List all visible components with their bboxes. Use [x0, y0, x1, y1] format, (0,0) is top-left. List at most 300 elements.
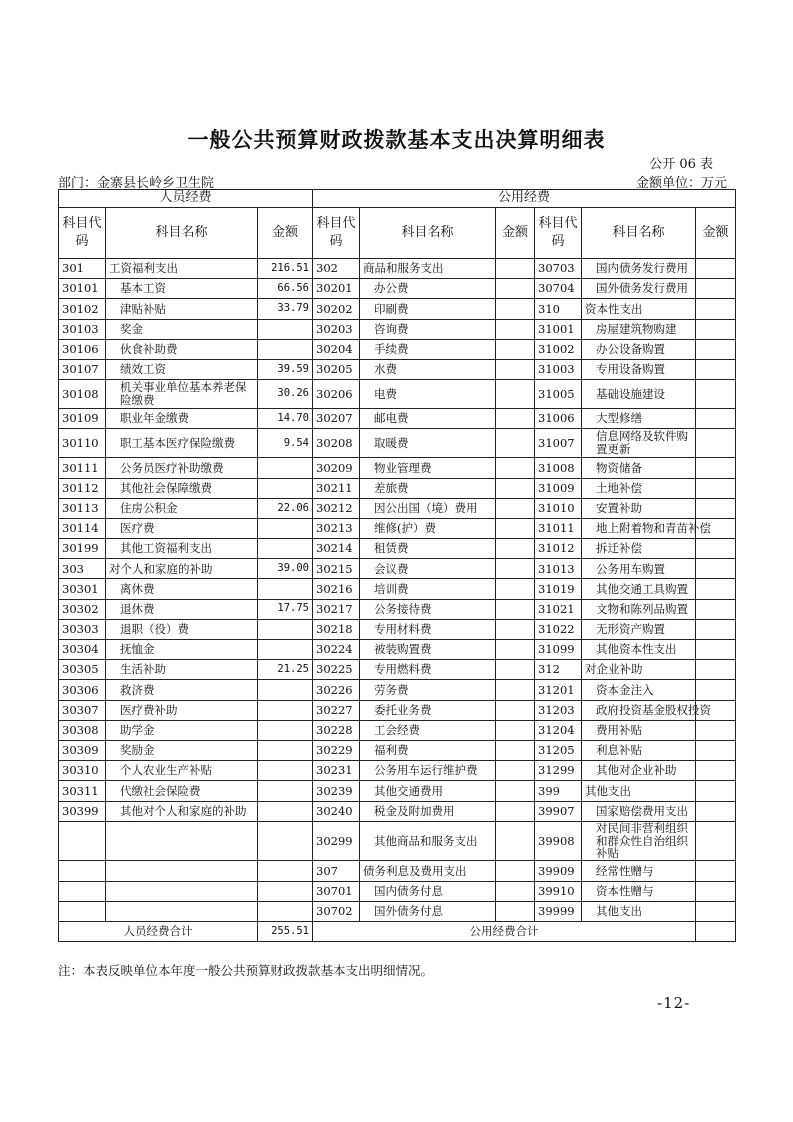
code-public: 30207	[313, 409, 360, 429]
name-personnel	[106, 861, 258, 881]
amount-personnel	[258, 458, 313, 478]
name-public-2: 资本性赠与	[582, 881, 696, 901]
amount-public-2	[696, 409, 736, 429]
code-personnel	[59, 901, 106, 921]
code-public-2: 30703	[535, 259, 582, 279]
amount-public	[496, 319, 535, 339]
code-public: 30203	[313, 319, 360, 339]
table-row	[59, 740, 736, 760]
amount-public-2	[696, 901, 736, 921]
amount-personnel	[258, 680, 313, 700]
name-personnel: 助学金	[106, 720, 258, 740]
name-public: 其他交通费用	[360, 781, 496, 801]
name-public-2: 其他对企业补助	[582, 761, 696, 781]
name-personnel: 离休费	[106, 579, 258, 599]
amount-personnel	[258, 518, 313, 538]
name-personnel	[106, 901, 258, 921]
name-personnel: 机关事业单位基本养老保险缴费	[106, 380, 258, 409]
amount-personnel: 39.59	[258, 359, 313, 379]
code-public-2: 31008	[535, 458, 582, 478]
page-title: 一般公共预算财政拨款基本支出决算明细表	[187, 127, 606, 152]
code-personnel: 30302	[59, 599, 106, 619]
code-personnel	[59, 821, 106, 861]
code-public: 30205	[313, 359, 360, 379]
code-public-2: 31009	[535, 478, 582, 498]
department-label: 部门：金寨县长岭乡卫生院	[58, 176, 215, 191]
code-public: 30217	[313, 599, 360, 619]
name-personnel: 奖励金	[106, 740, 258, 760]
amount-public-2	[696, 599, 736, 619]
amount-personnel	[258, 720, 313, 740]
amount-public	[496, 429, 535, 458]
amount-public-2	[696, 761, 736, 781]
name-public-2: 物资储备	[582, 458, 696, 478]
form-number: 公开 06 表	[649, 157, 713, 172]
code-public-2: 31022	[535, 619, 582, 639]
name-public: 维修(护）费	[360, 518, 496, 538]
code-public: 30209	[313, 458, 360, 478]
code-personnel: 30110	[59, 429, 106, 458]
code-public: 30240	[313, 801, 360, 821]
code-public: 30299	[313, 821, 360, 861]
amount-public	[496, 259, 535, 279]
amount-public	[496, 801, 535, 821]
name-public: 办公费	[360, 279, 496, 299]
code-personnel: 30108	[59, 380, 106, 409]
name-public: 租赁费	[360, 539, 496, 559]
code-personnel: 30102	[59, 299, 106, 319]
amount-personnel	[258, 640, 313, 660]
col-amount-header: 金额	[258, 208, 313, 259]
name-public-2: 文物和陈列品购置	[582, 599, 696, 619]
name-public-2: 政府投资基金股权投资	[582, 700, 696, 720]
name-public-2: 经常性赠与	[582, 861, 696, 881]
amount-public	[496, 559, 535, 579]
table-row	[59, 861, 736, 881]
name-personnel: 基本工资	[106, 279, 258, 299]
code-public-2: 39908	[535, 821, 582, 861]
table-body	[59, 259, 736, 922]
code-personnel: 30111	[59, 458, 106, 478]
code-public: 30229	[313, 740, 360, 760]
name-personnel: 退休费	[106, 599, 258, 619]
table-row	[59, 478, 736, 498]
code-public-2: 31012	[535, 539, 582, 559]
personnel-total-label: 人员经费合计	[59, 921, 258, 941]
code-personnel: 30303	[59, 619, 106, 639]
amount-public-2	[696, 720, 736, 740]
table-row	[59, 409, 736, 429]
name-personnel: 对个人和家庭的补助	[106, 559, 258, 579]
name-public: 印刷费	[360, 299, 496, 319]
name-public: 国外债务付息	[360, 901, 496, 921]
amount-public-2	[696, 680, 736, 700]
amount-public	[496, 539, 535, 559]
amount-personnel	[258, 801, 313, 821]
code-public-2: 31019	[535, 579, 582, 599]
name-public-2: 土地补偿	[582, 478, 696, 498]
amount-personnel: 22.06	[258, 498, 313, 518]
amount-public	[496, 619, 535, 639]
col-amount-header: 金额	[696, 208, 736, 259]
name-personnel: 代缴社会保险费	[106, 781, 258, 801]
code-public: 30227	[313, 700, 360, 720]
table-row	[59, 700, 736, 720]
amount-personnel	[258, 821, 313, 861]
name-public: 邮电费	[360, 409, 496, 429]
amount-personnel	[258, 539, 313, 559]
name-personnel: 住房公积金	[106, 498, 258, 518]
code-personnel: 30113	[59, 498, 106, 518]
code-public: 30211	[313, 478, 360, 498]
code-public: 30212	[313, 498, 360, 518]
table-row	[59, 660, 736, 680]
group-personnel-header: 人员经费	[59, 190, 313, 208]
amount-public-2	[696, 640, 736, 660]
code-public: 30215	[313, 559, 360, 579]
amount-personnel	[258, 619, 313, 639]
amount-public-2	[696, 740, 736, 760]
code-personnel: 30309	[59, 740, 106, 760]
name-public-2: 专用设备购置	[582, 359, 696, 379]
code-public: 30214	[313, 539, 360, 559]
name-public: 被装购置费	[360, 640, 496, 660]
amount-public	[496, 700, 535, 720]
code-public-2: 39999	[535, 901, 582, 921]
code-personnel: 30112	[59, 478, 106, 498]
amount-public-2	[696, 861, 736, 881]
amount-personnel	[258, 339, 313, 359]
name-personnel: 其他工资福利支出	[106, 539, 258, 559]
name-public: 咨询费	[360, 319, 496, 339]
name-public: 培训费	[360, 579, 496, 599]
amount-public-2	[696, 619, 736, 639]
amount-personnel: 17.75	[258, 599, 313, 619]
name-personnel: 绩效工资	[106, 359, 258, 379]
code-public-2: 399	[535, 781, 582, 801]
name-public: 专用材料费	[360, 619, 496, 639]
personnel-total-value: 255.51	[258, 921, 313, 941]
name-public-2: 费用补贴	[582, 720, 696, 740]
code-public-2: 39907	[535, 801, 582, 821]
amount-public	[496, 279, 535, 299]
col-code-header: 科目代码	[313, 208, 360, 259]
name-personnel: 津贴补贴	[106, 299, 258, 319]
table-row	[59, 821, 736, 861]
amount-public	[496, 861, 535, 881]
code-public: 30202	[313, 299, 360, 319]
code-personnel: 30301	[59, 579, 106, 599]
amount-personnel	[258, 700, 313, 720]
code-public: 30231	[313, 761, 360, 781]
name-public: 国内债务付息	[360, 881, 496, 901]
amount-personnel: 216.51	[258, 259, 313, 279]
name-public: 取暖费	[360, 429, 496, 458]
table-row	[59, 599, 736, 619]
table-row	[59, 720, 736, 740]
amount-personnel	[258, 579, 313, 599]
name-public-2: 国家赔偿费用支出	[582, 801, 696, 821]
name-personnel: 生活补助	[106, 660, 258, 680]
name-public: 劳务费	[360, 680, 496, 700]
code-public: 30216	[313, 579, 360, 599]
code-public: 302	[313, 259, 360, 279]
amount-public	[496, 299, 535, 319]
amount-public	[496, 740, 535, 760]
col-code-header: 科目代码	[535, 208, 582, 259]
name-public-2: 资本金注入	[582, 680, 696, 700]
amount-public	[496, 881, 535, 901]
name-public-2: 国内债务发行费用	[582, 259, 696, 279]
code-personnel: 30399	[59, 801, 106, 821]
table-row	[59, 801, 736, 821]
name-public: 福利费	[360, 740, 496, 760]
name-public-2: 房屋建筑物购建	[582, 319, 696, 339]
code-public-2: 31007	[535, 429, 582, 458]
amount-public-2	[696, 359, 736, 379]
code-public-2: 31299	[535, 761, 582, 781]
code-personnel: 30307	[59, 700, 106, 720]
code-personnel: 30101	[59, 279, 106, 299]
code-personnel: 30311	[59, 781, 106, 801]
name-public: 公务用车运行维护费	[360, 761, 496, 781]
name-public-2: 办公设备购置	[582, 339, 696, 359]
code-personnel	[59, 881, 106, 901]
amount-personnel	[258, 740, 313, 760]
amount-personnel	[258, 781, 313, 801]
code-public: 30206	[313, 380, 360, 409]
name-public: 税金及附加费用	[360, 801, 496, 821]
code-public-2: 31204	[535, 720, 582, 740]
code-personnel: 30109	[59, 409, 106, 429]
footnote: 注：本表反映单位本年度一般公共预算财政拨款基本支出明细情况。	[58, 963, 434, 978]
code-public-2: 30704	[535, 279, 582, 299]
col-name-header: 科目名称	[582, 208, 696, 259]
amount-public	[496, 478, 535, 498]
name-personnel	[106, 821, 258, 861]
amount-public-2	[696, 801, 736, 821]
code-public: 30201	[313, 279, 360, 299]
col-name-header: 科目名称	[360, 208, 496, 259]
name-public-2: 安置补助	[582, 498, 696, 518]
code-personnel: 30103	[59, 319, 106, 339]
amount-public-2	[696, 781, 736, 801]
name-personnel: 职业年金缴费	[106, 409, 258, 429]
amount-public	[496, 821, 535, 861]
amount-public-2	[696, 380, 736, 409]
code-public: 30701	[313, 881, 360, 901]
table-row	[59, 539, 736, 559]
amount-personnel: 66.56	[258, 279, 313, 299]
code-public: 30218	[313, 619, 360, 639]
table-row	[59, 359, 736, 379]
amount-public-2	[696, 539, 736, 559]
code-public-2: 31205	[535, 740, 582, 760]
name-public-2: 其他交通工具购置	[582, 579, 696, 599]
table-row	[59, 429, 736, 458]
code-personnel: 30107	[59, 359, 106, 379]
table-row	[59, 619, 736, 639]
code-personnel: 30310	[59, 761, 106, 781]
name-personnel: 工资福利支出	[106, 259, 258, 279]
amount-public	[496, 660, 535, 680]
code-personnel	[59, 861, 106, 881]
amount-public	[496, 518, 535, 538]
unit-label: 金额单位：万元	[635, 176, 727, 191]
name-public-2: 对民间非营利组织和群众性自治组织补贴	[582, 821, 696, 861]
code-public-2: 31005	[535, 380, 582, 409]
code-personnel: 30304	[59, 640, 106, 660]
name-public-2: 信息网络及软件购置更新	[582, 429, 696, 458]
code-public-2: 31003	[535, 359, 582, 379]
code-public-2: 31006	[535, 409, 582, 429]
amount-personnel: 14.70	[258, 409, 313, 429]
code-public: 307	[313, 861, 360, 881]
code-public: 30702	[313, 901, 360, 921]
name-public-2: 其他支出	[582, 781, 696, 801]
amount-public-2	[696, 579, 736, 599]
name-personnel: 救济费	[106, 680, 258, 700]
code-personnel: 30308	[59, 720, 106, 740]
name-public-2: 其他支出	[582, 901, 696, 921]
name-personnel: 公务员医疗补助缴费	[106, 458, 258, 478]
name-public: 专用燃料费	[360, 660, 496, 680]
amount-public	[496, 761, 535, 781]
amount-public-2	[696, 319, 736, 339]
table-row	[59, 559, 736, 579]
code-public-2: 39910	[535, 881, 582, 901]
name-public: 物业管理费	[360, 458, 496, 478]
code-public: 30224	[313, 640, 360, 660]
table-row	[59, 640, 736, 660]
amount-public	[496, 579, 535, 599]
amount-public	[496, 359, 535, 379]
name-personnel: 个人农业生产补贴	[106, 761, 258, 781]
amount-public	[496, 339, 535, 359]
code-public-2: 31010	[535, 498, 582, 518]
table-row	[59, 339, 736, 359]
code-personnel: 30199	[59, 539, 106, 559]
code-public-2: 31201	[535, 680, 582, 700]
code-personnel: 30114	[59, 518, 106, 538]
table-row	[59, 579, 736, 599]
code-public-2: 31203	[535, 700, 582, 720]
amount-public	[496, 781, 535, 801]
name-public: 商品和服务支出	[360, 259, 496, 279]
name-public: 水费	[360, 359, 496, 379]
table-row	[59, 259, 736, 279]
name-personnel: 职工基本医疗保险缴费	[106, 429, 258, 458]
code-personnel: 30305	[59, 660, 106, 680]
amount-personnel: 21.25	[258, 660, 313, 680]
col-name-header: 科目名称	[106, 208, 258, 259]
name-personnel: 其他对个人和家庭的补助	[106, 801, 258, 821]
name-public-2: 公务用车购置	[582, 559, 696, 579]
code-personnel: 30106	[59, 339, 106, 359]
amount-personnel	[258, 901, 313, 921]
amount-public-2	[696, 339, 736, 359]
name-public-2: 拆迁补偿	[582, 539, 696, 559]
amount-public	[496, 409, 535, 429]
name-personnel: 退职（役）费	[106, 619, 258, 639]
name-personnel: 医疗费	[106, 518, 258, 538]
code-public: 30226	[313, 680, 360, 700]
name-personnel	[106, 881, 258, 901]
group-public-header: 公用经费	[313, 190, 736, 208]
public-total-label: 公用经费合计	[313, 921, 696, 941]
name-public: 债务利息及费用支出	[360, 861, 496, 881]
name-public: 会议费	[360, 559, 496, 579]
amount-public	[496, 458, 535, 478]
name-public: 差旅费	[360, 478, 496, 498]
amount-public	[496, 640, 535, 660]
name-public: 委托业务费	[360, 700, 496, 720]
table-row	[59, 458, 736, 478]
amount-personnel	[258, 319, 313, 339]
name-public-2: 无形资产购置	[582, 619, 696, 639]
code-public-2: 31011	[535, 518, 582, 538]
name-personnel: 抚恤金	[106, 640, 258, 660]
code-public: 30228	[313, 720, 360, 740]
table-row	[59, 498, 736, 518]
table-row	[59, 518, 736, 538]
amount-public	[496, 680, 535, 700]
code-personnel: 303	[59, 559, 106, 579]
amount-public-2	[696, 259, 736, 279]
public-total-value	[696, 921, 736, 941]
amount-public-2	[696, 821, 736, 861]
code-personnel: 30306	[59, 680, 106, 700]
name-public-2: 基础设施建设	[582, 380, 696, 409]
code-personnel: 301	[59, 259, 106, 279]
code-public-2: 31013	[535, 559, 582, 579]
table-row	[59, 380, 736, 409]
code-public-2: 31021	[535, 599, 582, 619]
amount-public-2	[696, 458, 736, 478]
table-row	[59, 299, 736, 319]
name-public-2: 国外债务发行费用	[582, 279, 696, 299]
name-public-2: 地上附着物和青苗补偿	[582, 518, 696, 538]
name-personnel: 奖金	[106, 319, 258, 339]
amount-public	[496, 901, 535, 921]
amount-personnel	[258, 881, 313, 901]
table-row	[59, 901, 736, 921]
amount-personnel: 9.54	[258, 429, 313, 458]
name-public: 手续费	[360, 339, 496, 359]
amount-public-2	[696, 881, 736, 901]
table-row	[59, 781, 736, 801]
amount-public-2	[696, 429, 736, 458]
table-row	[59, 680, 736, 700]
name-personnel: 伙食补助费	[106, 339, 258, 359]
amount-public-2	[696, 478, 736, 498]
name-public-2: 资本性支出	[582, 299, 696, 319]
col-code-header: 科目代码	[59, 208, 106, 259]
table-row	[59, 319, 736, 339]
table-row	[59, 761, 736, 781]
amount-public	[496, 599, 535, 619]
code-public-2: 310	[535, 299, 582, 319]
name-personnel: 医疗费补助	[106, 700, 258, 720]
amount-public-2	[696, 279, 736, 299]
code-public-2: 312	[535, 660, 582, 680]
amount-public-2	[696, 559, 736, 579]
col-amount-header: 金额	[496, 208, 535, 259]
amount-personnel	[258, 761, 313, 781]
name-public-2: 其他资本性支出	[582, 640, 696, 660]
code-public: 30213	[313, 518, 360, 538]
name-personnel: 其他社会保障缴费	[106, 478, 258, 498]
